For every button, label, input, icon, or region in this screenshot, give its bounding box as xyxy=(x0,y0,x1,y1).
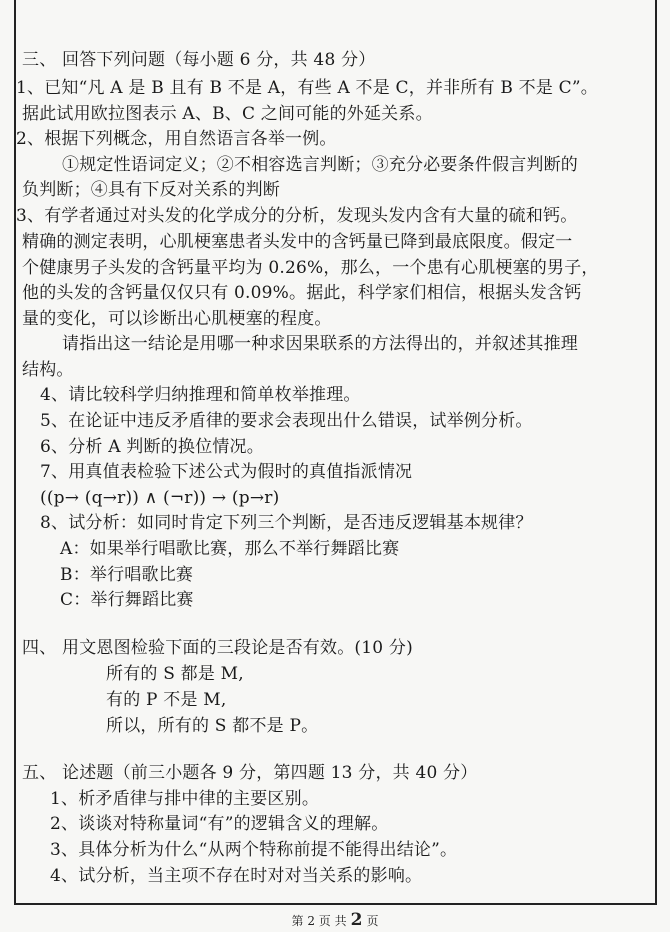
question-3-8: 8、试分析：如同时肯定下列三个判断，是否违反逻辑基本规律？ xyxy=(40,513,533,533)
section-5-heading: 五、 论述题（前三小题各 9 分，第四题 13 分，共 40 分） xyxy=(22,763,478,783)
question-3-2-line-1: 2、根据下列概念，用自然语言各举一例。 xyxy=(16,129,337,149)
question-3-3-line-4: 他的头发的含钙量仅仅只有 0.09%。据此，科学家们相信，根据头发含钙 xyxy=(22,283,582,303)
question-3-1-line-1: 1、已知“凡 A 是 B 且有 B 不是 A，有些 A 不是 C，并非所有 B 不是 C”。 xyxy=(16,78,598,98)
essay-question-2: 2、谈谈对特称量词“有”的逻辑含义的理解。 xyxy=(50,814,389,834)
question-3-3-line-7: 结构。 xyxy=(22,360,74,380)
footer-page-suffix: 页 xyxy=(366,914,379,928)
section-4-heading: 四、 用文恩图检验下面的三段论是否有效。(10 分) xyxy=(22,638,413,658)
essay-question-1: 1、析矛盾律与排中律的主要区别。 xyxy=(50,789,320,809)
question-3-7-formula: ((p→ (q→r)) ∧ (¬r)) → (p→r) xyxy=(40,488,280,508)
question-3-2-line-2: ①规定性语词定义；②不相容选言判断；③充分必要条件假言判断的 xyxy=(62,155,578,175)
question-3-3-line-1: 3、有学者通过对头发的化学成分的分析，发现头发内含有大量的硫和钙。 xyxy=(16,206,578,226)
essay-question-4: 4、试分析，当主项不存在时对对当关系的影响。 xyxy=(50,866,423,886)
question-3-8-judgment-b: B：举行唱歌比赛 xyxy=(60,565,194,585)
footer-page-prefix: 第 2 页 共 xyxy=(291,914,347,928)
syllogism-conclusion: 所以，所有的 S 都不是 P。 xyxy=(106,716,319,736)
question-3-2-line-3: 负判断；④具有下反对关系的判断 xyxy=(22,180,280,200)
question-3-3-line-6: 请指出这一结论是用哪一种求因果联系的方法得出的，并叙述其推理 xyxy=(62,334,578,354)
question-3-8-judgment-a: A：如果举行唱歌比赛，那么不举行舞蹈比赛 xyxy=(60,539,400,559)
question-3-3-line-2: 精确的测定表明，心肌梗塞患者头发中的含钙量已降到最底限度。假定一 xyxy=(22,232,573,252)
question-3-8-judgment-c: C：举行舞蹈比赛 xyxy=(60,590,194,610)
question-3-7-line-1: 7、用真值表检验下述公式为假时的真值指派情况 xyxy=(40,462,413,482)
page-footer xyxy=(0,910,670,930)
section-3-heading: 三、 回答下列问题（每小题 6 分，共 48 分） xyxy=(22,50,376,70)
question-3-3-line-3: 个健康男子头发的含钙量平均为 0.26%，那么，一个患有心肌梗塞的男子， xyxy=(22,258,599,278)
question-3-6: 6、分析 A 判断的换位情况。 xyxy=(40,437,264,457)
syllogism-premise-2: 有的 P 不是 M, xyxy=(106,690,227,710)
question-3-5: 5、在论证中违反矛盾律的要求会表现出什么错误，试举例分析。 xyxy=(40,411,533,431)
question-3-1-line-2: 据此试用欧拉图表示 A、B、C 之间可能的外延关系。 xyxy=(22,104,433,124)
essay-question-3: 3、具体分析为什么“从两个特称前提不能得出结论”。 xyxy=(50,840,458,860)
question-3-4: 4、请比较科学归纳推理和简单枚举推理。 xyxy=(40,385,361,405)
syllogism-premise-1: 所有的 S 都是 M, xyxy=(106,664,244,684)
question-3-3-line-5: 量的变化，可以诊断出心肌梗塞的程度。 xyxy=(22,309,332,329)
footer-total-pages: 2 xyxy=(350,910,363,930)
